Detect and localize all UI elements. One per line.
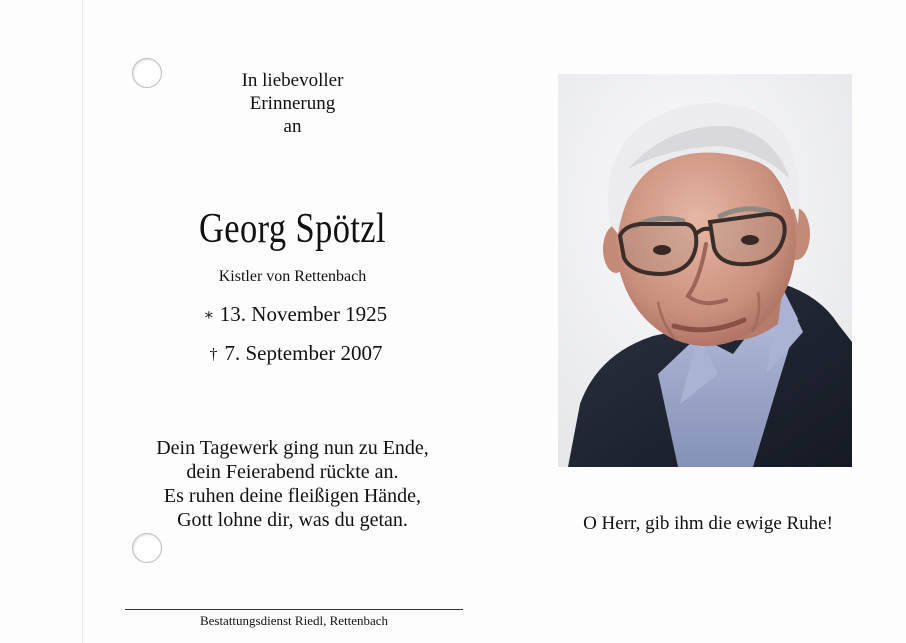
- birth-date: 13. November 1925: [219, 302, 388, 326]
- verse-line: Dein Tagewerk ging nun zu Ende,: [156, 437, 429, 459]
- verse-line: Gott lohne dir, was du getan.: [177, 509, 408, 531]
- card-fold-line: [82, 0, 83, 643]
- deceased-subtitle: Kistler von Rettenbach: [218, 268, 367, 285]
- intro-line: In liebevoller: [241, 70, 344, 91]
- verse-line: dein Feierabend rückte an.: [186, 461, 399, 483]
- death-cross-icon: †: [209, 346, 218, 364]
- text-column: [100, 0, 485, 643]
- birth-date-line: [100, 301, 485, 329]
- portrait-photo: [558, 74, 852, 467]
- intro-line: an: [283, 116, 302, 137]
- birth-star-icon: ∗: [203, 307, 215, 325]
- verse-line: Es ruhen deine fleißigen Hände,: [163, 485, 422, 507]
- undertaker-name: Bestattungsdienst Riedl, Rettenbach: [199, 613, 389, 628]
- portrait-illustration: [558, 74, 852, 467]
- intro-line: Erinnerung: [249, 93, 336, 114]
- intro-text: [100, 69, 485, 138]
- death-date: 7. September 2007: [224, 341, 383, 365]
- footer-rule: [125, 609, 463, 610]
- death-date-line: [100, 340, 485, 368]
- memorial-verse: [100, 436, 485, 532]
- deceased-name: Georg Spötzl: [198, 206, 386, 252]
- prayer-text: O Herr, gib ihm die ewige Ruhe!: [583, 513, 833, 534]
